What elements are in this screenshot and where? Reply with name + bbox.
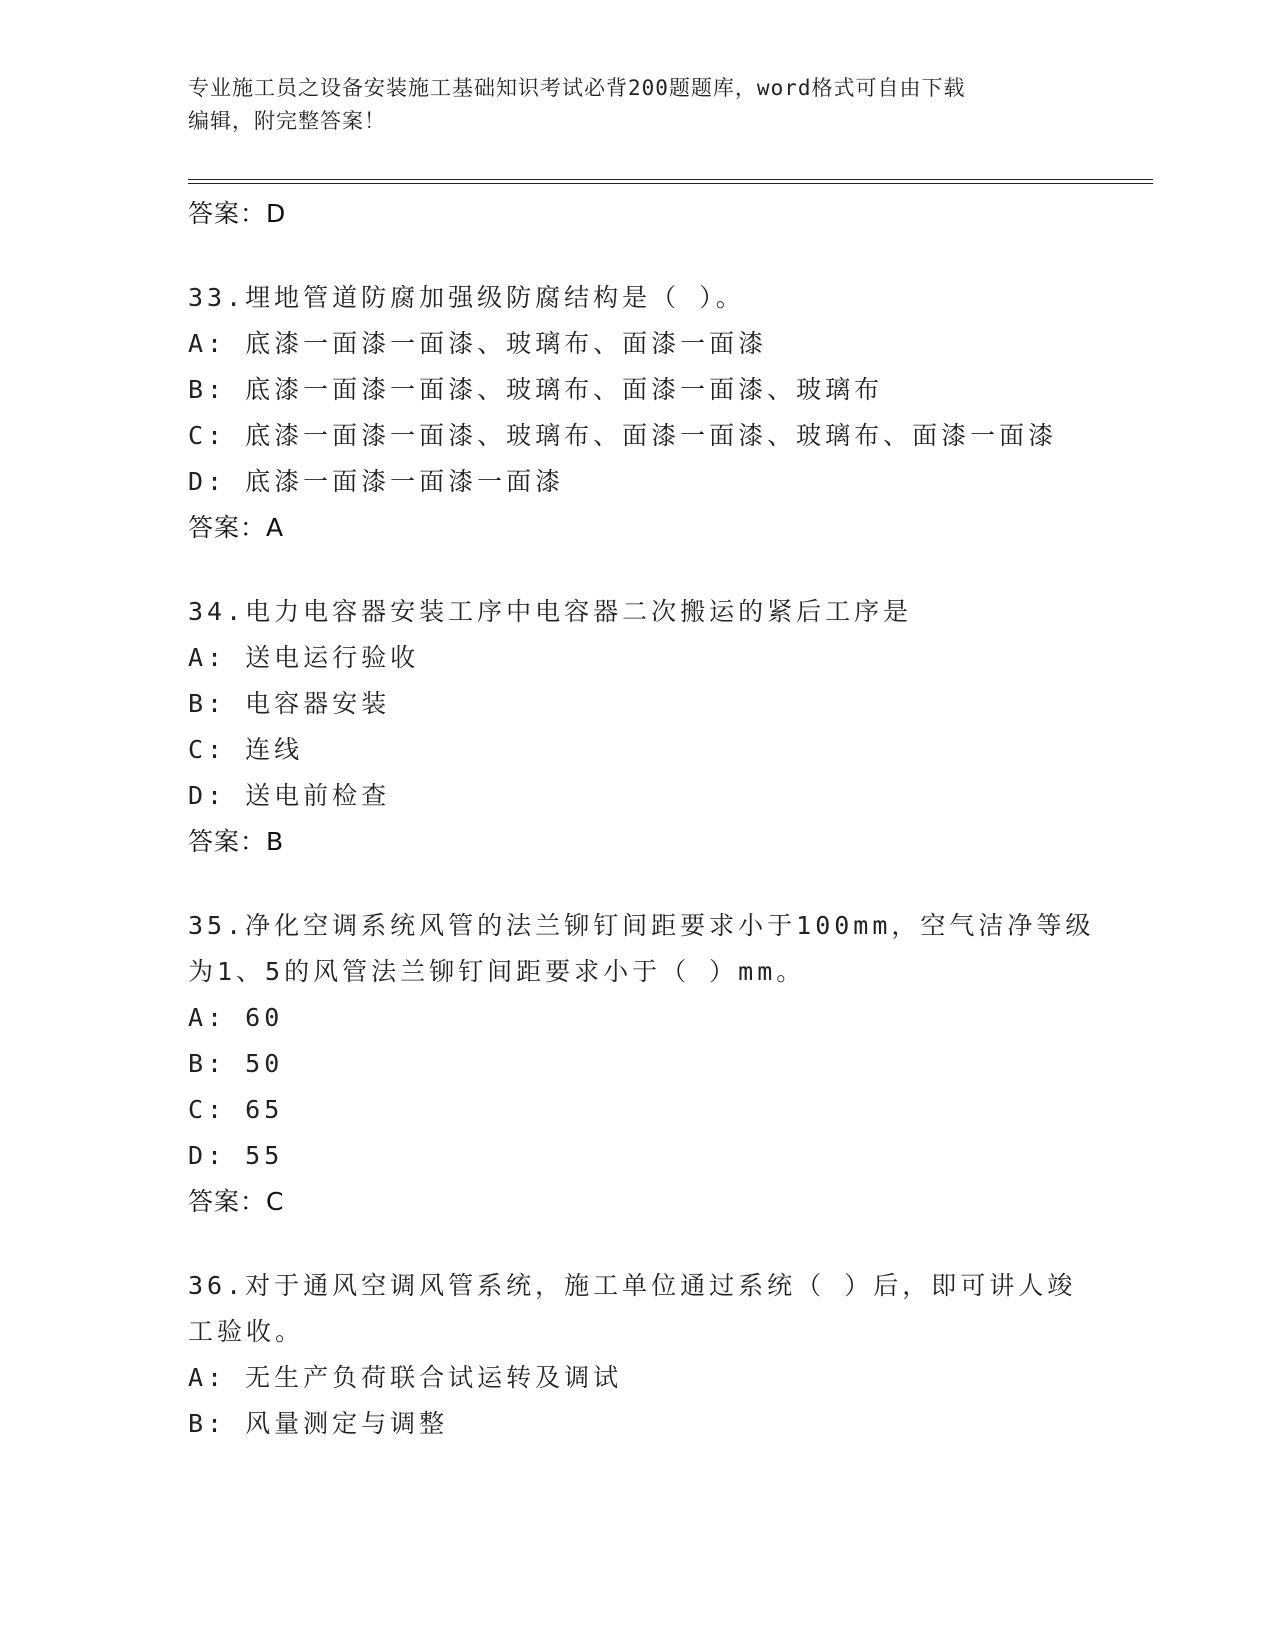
previous-answer: 答案：D	[188, 199, 287, 228]
option-a: A: 无生产负荷联合试运转及调试	[188, 1363, 623, 1392]
option-b: B: 50	[188, 1049, 284, 1078]
option-d: D: 送电前检查	[188, 781, 391, 810]
option-c: C: 65	[188, 1095, 284, 1124]
option-b: B: 电容器安装	[188, 689, 391, 718]
question-answer: 答案：A	[188, 513, 285, 542]
document-header	[188, 72, 1068, 138]
question-list	[188, 191, 1148, 1447]
question-stem-line-2: 工验收。	[188, 1317, 305, 1346]
question-stem: 34.电力电容器安装工序中电容器二次搬运的紧后工序是	[188, 597, 913, 626]
header-title-line-2: 编辑，附完整答案！	[188, 109, 386, 133]
question-stem: 33.埋地管道防腐加强级防腐结构是（ ）。	[188, 283, 745, 312]
spacer	[188, 551, 1148, 589]
option-a: A: 60	[188, 1003, 284, 1032]
option-c: C: 底漆一面漆一面漆、玻璃布、面漆一面漆、玻璃布、面漆一面漆	[188, 421, 1058, 450]
option-c: C: 连线	[188, 735, 304, 764]
question-stem-line-1: 35.净化空调系统风管的法兰铆钉间距要求小于100mm，空气洁净等级	[188, 911, 1095, 940]
option-d: D: 55	[188, 1141, 284, 1170]
question-34	[188, 589, 1148, 865]
header-divider-bottom	[188, 183, 1153, 184]
option-b: B: 底漆一面漆一面漆、玻璃布、面漆一面漆、玻璃布	[188, 375, 884, 404]
option-d: D: 底漆一面漆一面漆一面漆	[188, 467, 565, 496]
question-answer: 答案：C	[188, 1187, 285, 1216]
spacer	[188, 865, 1148, 903]
option-a: A: 底漆一面漆一面漆、玻璃布、面漆一面漆	[188, 329, 768, 358]
option-b: B: 风量测定与调整	[188, 1409, 449, 1438]
header-divider-top	[188, 179, 1153, 180]
spacer	[188, 237, 1148, 275]
spacer	[188, 1225, 1148, 1263]
question-stem-line-2: 为1、5的风管法兰铆钉间距要求小于（ ）mm。	[188, 957, 806, 986]
question-answer: 答案：B	[188, 827, 285, 856]
question-33	[188, 275, 1148, 551]
question-35	[188, 903, 1148, 1225]
question-stem-line-1: 36.对于通风空调风管系统，施工单位通过系统（ ）后，即可讲人竣	[188, 1271, 1077, 1300]
question-36	[188, 1263, 1148, 1447]
option-a: A: 送电运行验收	[188, 643, 420, 672]
header-title-line-1: 专业施工员之设备安装施工基础知识考试必背200题题库，word格式可自由下载	[188, 76, 966, 100]
